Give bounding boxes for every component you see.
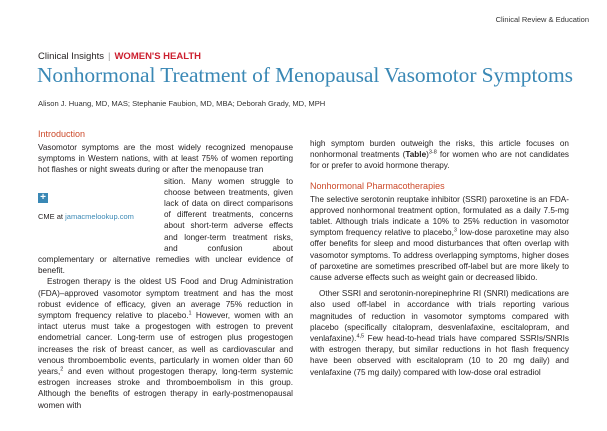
- intro-p2-part-b: However, women with an intact uterus must take a progestogen with estrogen to prevent endometrial cancer. Long-term use of estrogen plus progestogen increases the risk of breast cancer, as well as cardiovascular and venous thromboembolic events, particularly in women older than 60 years,: [38, 311, 293, 377]
- citation-1[interactable]: 1: [188, 310, 192, 317]
- pharma-paragraph-1: [310, 194, 569, 284]
- introduction-paragraph-2: [38, 276, 293, 410]
- continued-paren: ): [426, 150, 429, 160]
- pharma-p1-part-a: The selective serotonin reuptake inhibitor (SSRI) paroxetine is an FDA-approved nonhormonal treatment option, formulated as a daily 7.5-mg tablet. Although trials indicate a 10% to 25% reduction in vasomotor symptom frequency relative to placebo,: [310, 194, 569, 238]
- pharma-paragraph-2: [310, 288, 569, 378]
- cme-box: [38, 176, 158, 251]
- continued-part-c: for women who are not candidates for or prefer to avoid hormone therapy.: [310, 150, 570, 171]
- cme-text: [38, 211, 134, 222]
- citation-3[interactable]: 3: [453, 227, 457, 234]
- kicker-separator: |: [108, 51, 111, 62]
- continued-part-a: high symptom burden outweigh the risks, this article focuses on nonhormonal treatments (: [310, 139, 569, 160]
- journal-section-label: Clinical Review & Education: [495, 15, 589, 24]
- intro-p1-rest: sition. Many women struggle to choose between treatments, given lack of data on direct comparisons of different treatments, concerns about short-term adverse effects and longer-term treatment risks, and confusion about complementary or alternative remedies with unclear evidence of benefit.: [38, 176, 293, 276]
- intro-p1-start: Vasomotor symptoms are the most widely recognized menopause symptoms in Western nations, with at least 75% of women reporting hot flashes or night sweats during or after the menopause tran: [38, 143, 293, 175]
- introduction-paragraph-1: [38, 142, 293, 276]
- pharma-p1-part-b: low-dose paroxetine may also offer benefits for sleep and mood disturbances that often overlap with vasomotor symptoms. To address overlapping symptoms, higher doses of paroxetine are sometimes prescribed off-label but are more likely to cause adverse effects such as weight gain or decreased libido.: [310, 228, 569, 283]
- continued-paragraph: [310, 138, 569, 172]
- intro-p2-part-a: Estrogen therapy is the oldest US Food and Drug Administration (FDA)–approved vasomotor symptom treatment and has the most robust evidence of efficacy, given an average 75% reduction in symptom frequency relative to placebo.: [38, 277, 293, 321]
- pharmacotherapies-heading: Nonhormonal Pharmacotherapies: [310, 180, 445, 191]
- author-list: Alison J. Huang, MD, MAS; Stephanie Faubion, MD, MBA; Deborah Grady, MD, MPH: [38, 99, 326, 108]
- kicker-section: WOMEN'S HEALTH: [114, 51, 201, 62]
- citation-2[interactable]: 2: [60, 366, 64, 373]
- introduction-heading: Introduction: [38, 129, 86, 139]
- table-reference-link[interactable]: Table: [405, 150, 427, 160]
- left-column: [38, 129, 293, 411]
- article-kicker: [38, 51, 201, 62]
- right-column: [310, 138, 569, 378]
- article-title: Nonhormonal Treatment of Menopausal Vasomotor Symptoms: [37, 63, 573, 87]
- cme-link[interactable]: jamacmelookup.com: [65, 211, 134, 221]
- citation-4-5[interactable]: 4,5: [356, 333, 365, 340]
- kicker-label: Clinical Insights: [38, 51, 104, 62]
- cme-label: CME at: [38, 211, 64, 221]
- intro-p2-part-c: and even without progestogen therapy, long-term systemic estrogen increases stroke and thromboembolism in this group. Although the benefits of estrogen therapy in early-postmenopausal women with: [38, 367, 293, 410]
- pharma-p2-part-a: Other SSRI and serotonin-norepinephrine RI (SNRI) medications are also used off-label in accordance with trials reporting various magnitudes of reduction in vasomotor symptoms compared with placebo (specifically citalopram, desvenlafaxine, escitalopram, and venlafaxine).: [310, 289, 569, 344]
- citation-3-8[interactable]: 3-8: [428, 149, 437, 156]
- pharma-p2-part-b: Few head-to-head trials have compared SSRIs/SNRIs with estrogen therapy, but similar reductions in hot flash frequency have been observed with escitalopram (10 to 20 mg daily) and venlafaxine (75 mg daily) compared with low-dose oral estradiol: [310, 334, 569, 377]
- cme-plus-icon[interactable]: +: [38, 193, 48, 203]
